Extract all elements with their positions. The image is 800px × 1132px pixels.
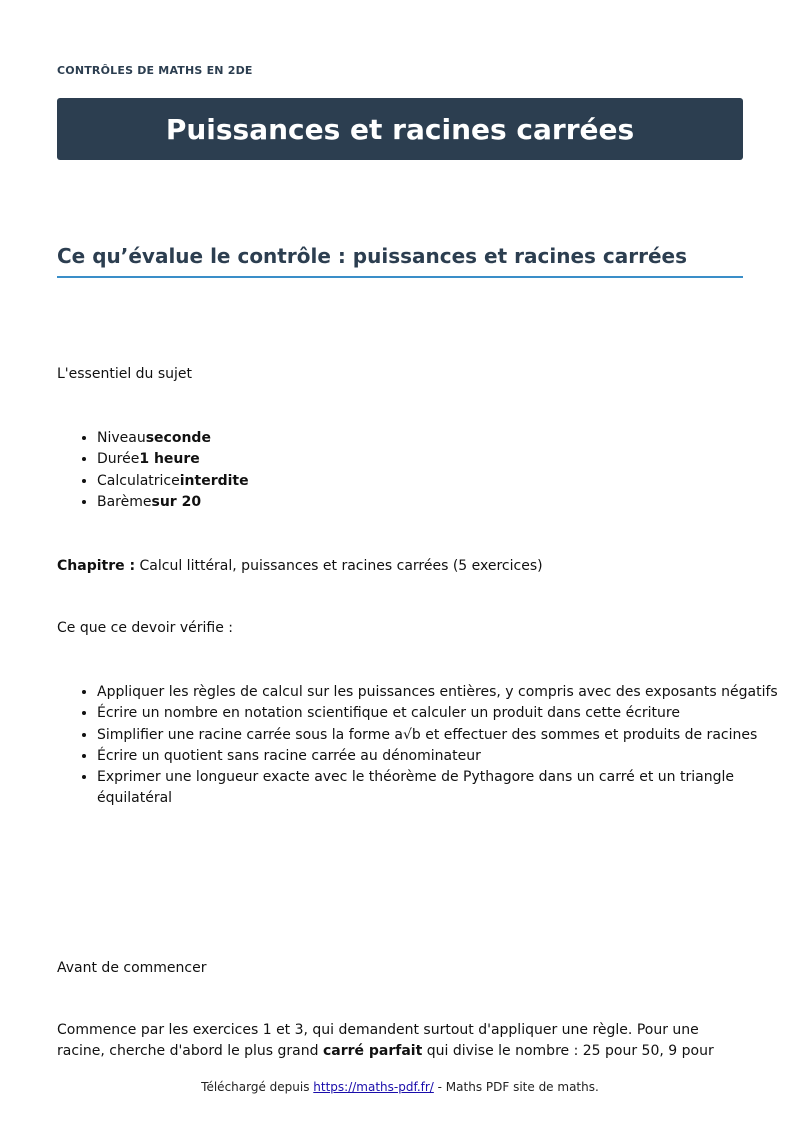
checks-heading: Ce que ce devoir vérifie : bbox=[57, 620, 234, 636]
list-item: • Écrire un quotient sans racine carrée au dénominateur bbox=[97, 746, 783, 767]
page-footer bbox=[0, 1080, 800, 1094]
before-heading: Avant de commencer bbox=[57, 960, 207, 976]
item-value: interdite bbox=[179, 472, 249, 489]
essentials-heading: L'essentiel du sujet bbox=[57, 366, 193, 382]
list-item bbox=[97, 449, 783, 470]
item-value: sur 20 bbox=[151, 493, 202, 510]
before-text-start: Commence par les exercices 1 et 3, qui demandent surtout d'appliquer une règle. Pour une racine, cherche d'abord le plus grand bbox=[57, 1022, 699, 1059]
footer-link[interactable]: https://maths-pdf.fr/ bbox=[313, 1080, 434, 1094]
list-item: • Simplifier une racine carrée sous la forme a√b et effectuer des sommes et produits de racines bbox=[97, 725, 783, 746]
page-kicker: CONTRÔLES DE MATHS EN 2DE bbox=[57, 64, 253, 77]
item-value: 1 heure bbox=[139, 451, 200, 468]
list-item bbox=[97, 492, 783, 513]
essentials-list bbox=[57, 428, 783, 513]
title-banner bbox=[57, 98, 743, 160]
item-label: Calculatrice bbox=[97, 472, 180, 489]
before-paragraph bbox=[57, 1020, 743, 1062]
chapter-line bbox=[57, 556, 743, 577]
before-text-end: qui divise le nombre : 25 pour 50, 9 pour bbox=[422, 1043, 714, 1059]
list-item: • Exprimer une longueur exacte avec le théorème de Pythagore dans un carré et un triangle équilatéral bbox=[97, 767, 783, 810]
item-label: Durée bbox=[97, 451, 140, 468]
item-value: seconde bbox=[145, 430, 211, 446]
item-label: Niveau bbox=[97, 430, 146, 446]
list-item: • Écrire un nombre en notation scientifique et calculer un produit dans cette écriture bbox=[97, 703, 783, 724]
before-text-bold: carré parfait bbox=[322, 1043, 423, 1059]
footer-suffix: - Maths PDF site de maths. bbox=[433, 1080, 599, 1094]
checks-list bbox=[57, 682, 783, 810]
list-item: • Appliquer les règles de calcul sur les puissances entières, y compris avec des exposants négatifs bbox=[97, 682, 783, 703]
list-item bbox=[97, 471, 783, 492]
footer-prefix: Téléchargé depuis bbox=[201, 1080, 314, 1094]
chapter-text: Calcul littéral, puissances et racines carrées (5 exercices) bbox=[135, 558, 543, 574]
section-title: Ce qu’évalue le contrôle : puissances et racines carrées bbox=[57, 244, 743, 278]
item-label: Barème bbox=[97, 493, 152, 510]
chapter-label: Chapitre : bbox=[57, 558, 136, 574]
page-title: Puissances et racines carrées bbox=[165, 112, 635, 146]
list-item bbox=[97, 428, 783, 449]
